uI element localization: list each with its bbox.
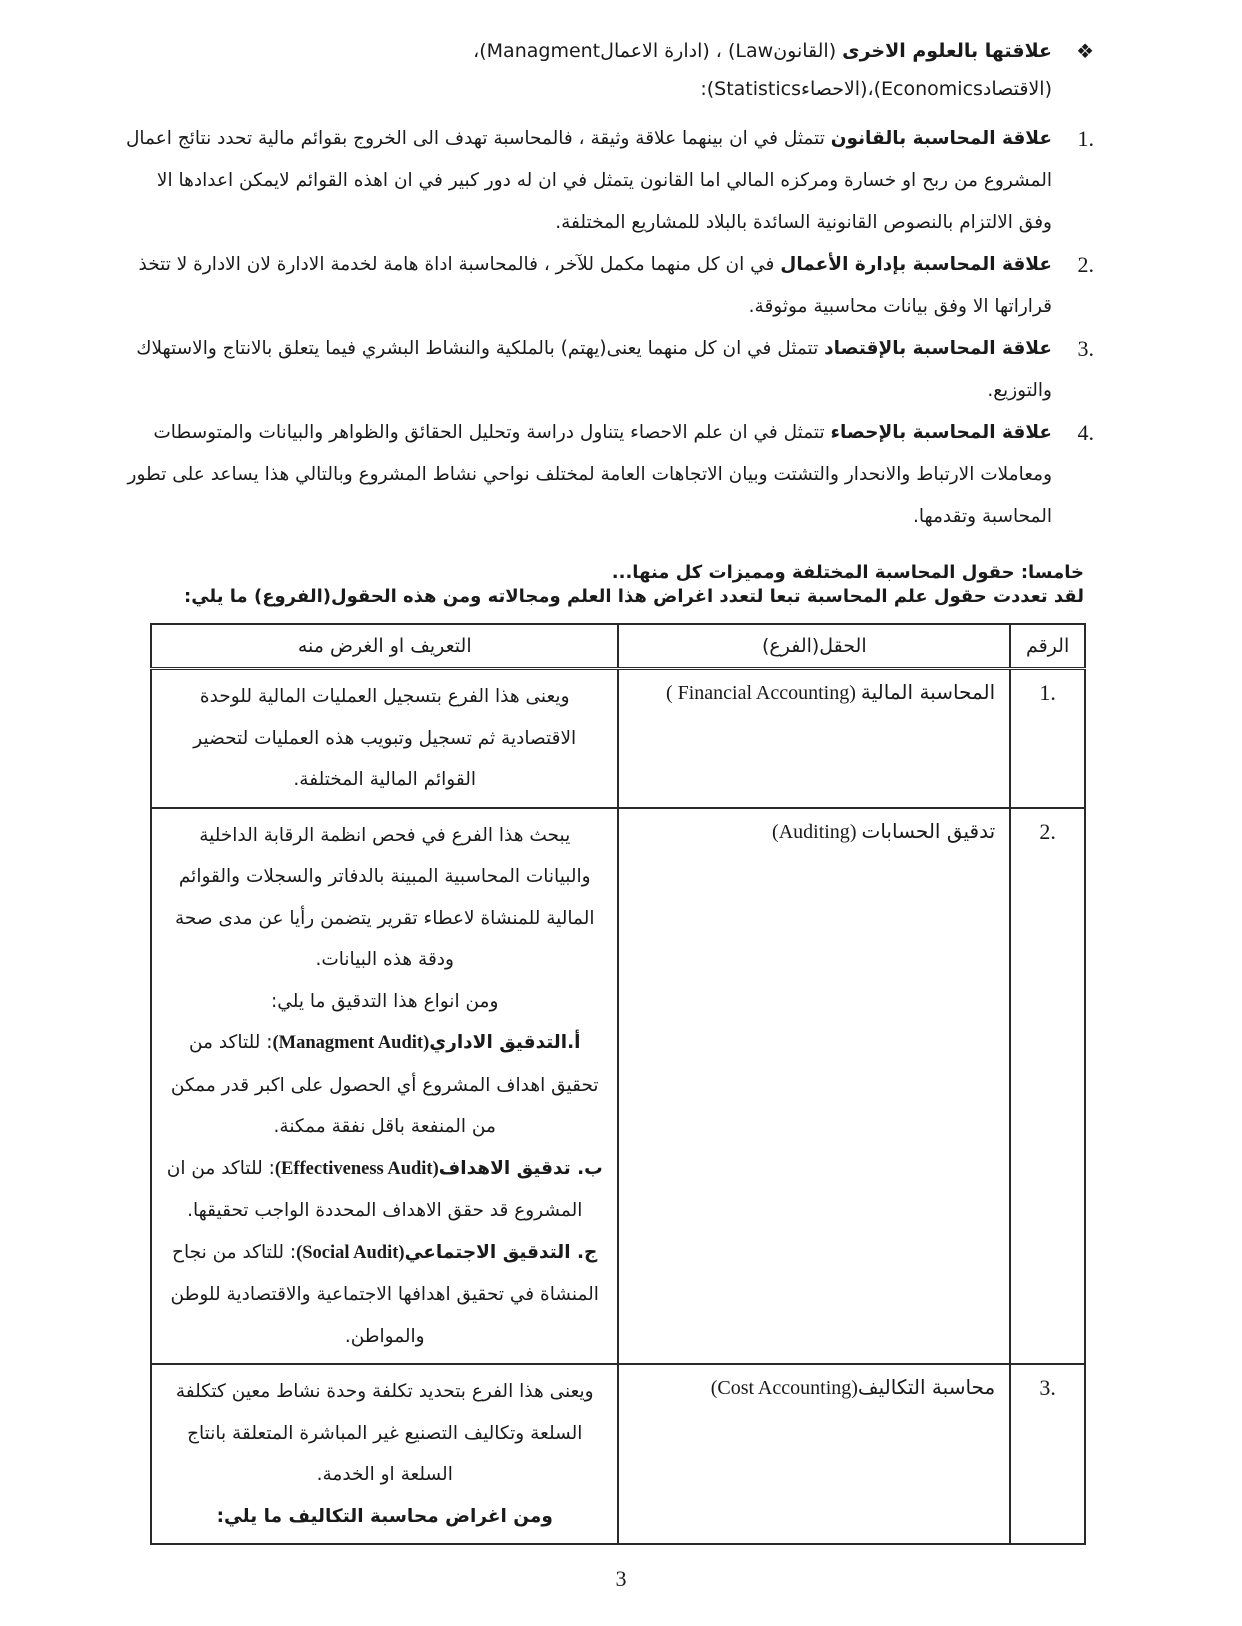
row-field bbox=[618, 808, 1010, 1365]
header-field: الحقل(الفرع) bbox=[618, 624, 1010, 669]
list-number: 3. bbox=[1077, 336, 1094, 361]
relation-body: تتمثل في ان بينهما علاقة وثيقة ، فالمحاسبة تهدف الى الخروج بقوائم مالية تحدد نتائج اعمال المشروع من ربح او خسارة ومركزه المالي اما القانون يتمثل في ان له دور كبير في ان اهذه القوائم لايمكن اعدادها الا وفق الالتزام بالنصوص القانونية السائدة بالبلاد للمشاريع المختلفة. bbox=[125, 128, 1052, 233]
definition-text: ويعنى هذا الفرع بتحديد تكلفة وحدة نشاط معين كتكلفة السلعة وتكاليف التصنيع غير المباشرة المتعلقة بانتاج السلعة او الخدمة. bbox=[175, 1381, 594, 1485]
audit-type-text: : للتاكد من ان المشروع قد حقق الاهداف المحددة الواجب تحقيقها. bbox=[166, 1157, 583, 1221]
table-row bbox=[151, 669, 1085, 808]
header-definition: التعريف او الغرض منه bbox=[151, 624, 618, 669]
row-field bbox=[618, 1364, 1010, 1544]
definition-text: يبحث هذا الفرع في فحص انظمة الرقابة الداخلية والبيانات المحاسبية المبينة بالدفاتر والسجلات والقوائم المالية للمنشاة لاعطاء تقرير يتضمن رأيا عن مدى صحة ودقة هذه البيانات. bbox=[174, 824, 595, 970]
audit-type-en: (Effectiveness Audit) bbox=[274, 1158, 439, 1179]
relations-list bbox=[122, 118, 1094, 538]
audit-type-text: : للتاكد من نجاح المنشاة في تحقيق اهدافها الاجتماعية والاقتصادية للوطن والمواطن. bbox=[170, 1241, 599, 1347]
table-header-row bbox=[151, 624, 1085, 669]
relation-body: في ان كل منهما مكمل للآخر ، فالمحاسبة اداة هامة لخدمة الادارة لان الادارة لا تتخذ قراراتها الا وفق بيانات محاسبية موثوقة. bbox=[138, 254, 1052, 317]
field-name-en: (Auditing) bbox=[772, 820, 862, 843]
row-field bbox=[618, 669, 1010, 808]
intro-heading-bold: علاقتها بالعلوم الاخرى bbox=[842, 40, 1052, 62]
diamond-bullet-icon: ❖ bbox=[1076, 39, 1094, 63]
audit-type-label: أ.التدقيق الاداري bbox=[429, 1032, 581, 1053]
relation-title: علاقة المحاسبة بإدارة الأعمال bbox=[780, 254, 1052, 275]
row-definition bbox=[151, 1364, 618, 1544]
audit-type-label: ج. التدقيق الاجتماعي bbox=[404, 1241, 598, 1263]
audit-types-intro: ومن انواع هذا التدقيق ما يلي: bbox=[271, 990, 499, 1012]
row-definition: ويعنى هذا الفرع بتسجيل العمليات المالية للوحدة الاقتصادية ثم تسجيل وتبويب هذه العمليات لتحضير القوائم المالية المختلفة. bbox=[151, 669, 618, 808]
field-name-en: (Cost Accounting) bbox=[710, 1377, 858, 1399]
field-name-en: (Financial Accounting ) bbox=[665, 682, 861, 704]
audit-type-label: ب. تدقيق الاهداف bbox=[438, 1157, 603, 1179]
relation-item-statistics bbox=[122, 412, 1094, 538]
relation-item-management bbox=[122, 244, 1094, 328]
section-subtitle: لقد تعددت حقول علم المحاسبة تبعا لتعدد اغراض هذا العلم ومجالاته ومن هذه الحقول(الفروع) ما يلي: bbox=[184, 586, 1084, 607]
audit-type-management bbox=[166, 1022, 603, 1148]
audit-type-effectiveness bbox=[166, 1148, 603, 1232]
relation-item-law bbox=[122, 118, 1094, 244]
field-name-ar: المحاسبة المالية bbox=[860, 680, 996, 704]
row-number: 3. bbox=[1010, 1364, 1085, 1544]
relation-body: تتمثل في ان علم الاحصاء يتناول دراسة وتحليل الحقائق والظواهر والبيانات والمتوسطات ومعاملات الارتباط والانحدار والتشتت وبيان الاتجاهات العامة لمختلف نواحي نشاط المشروع وبالتالي هذا يساعد على تطور المحاسبة وتقدمها. bbox=[127, 422, 1052, 527]
relation-title: علاقة المحاسبة بالإقتصاد bbox=[824, 338, 1052, 359]
audit-type-en: (Managment Audit) bbox=[272, 1033, 430, 1053]
section-title: خامسا: حقول المحاسبة المختلفة ومميزات كل منها... bbox=[611, 562, 1084, 583]
header-number: الرقم bbox=[1010, 624, 1085, 669]
relation-title: علاقة المحاسبة بالقانون bbox=[830, 128, 1052, 149]
table-row bbox=[151, 1364, 1085, 1544]
accounting-fields-table bbox=[150, 623, 1086, 1545]
page-number: 3 bbox=[615, 1566, 627, 1591]
relation-item-economics bbox=[122, 328, 1094, 412]
field-name-ar: تدقيق الحسابات bbox=[861, 818, 996, 843]
relation-title: علاقة المحاسبة بالإحصاء bbox=[830, 422, 1052, 443]
list-number: 4. bbox=[1077, 420, 1094, 445]
row-number: 2. bbox=[1010, 808, 1085, 1365]
relation-body: تتمثل في ان كل منهما يعنى(يهتم) بالملكية والنشاط البشري فيما يتعلق بالانتاج والاستهلاك والتوزيع. bbox=[136, 338, 1052, 401]
intro-heading-rest: (القانونLaw) ، (ادارة الاعمالManagment)، bbox=[473, 40, 843, 62]
audit-type-text: : للتاكد من تحقيق اهداف المشروع أي الحصول على اكبر قدر ممكن من المنفعة باقل نفقة ممكنة. bbox=[170, 1032, 599, 1137]
intro-heading-line2: (الاقتصادEconomics)،(الاحصاءStatistics): bbox=[700, 78, 1052, 100]
audit-type-social bbox=[166, 1232, 603, 1358]
row-definition bbox=[151, 808, 618, 1365]
list-number: 1. bbox=[1077, 126, 1094, 151]
audit-type-en: (Social Audit) bbox=[296, 1242, 405, 1263]
list-number: 2. bbox=[1077, 252, 1094, 277]
field-name-ar: محاسبة التكاليف bbox=[857, 1375, 996, 1399]
row-number: 1. bbox=[1010, 669, 1085, 808]
table-row bbox=[151, 808, 1085, 1365]
cost-purposes-intro: ومن اغراض محاسبة التكاليف ما يلي: bbox=[216, 1505, 553, 1527]
intro-heading bbox=[152, 32, 1094, 108]
